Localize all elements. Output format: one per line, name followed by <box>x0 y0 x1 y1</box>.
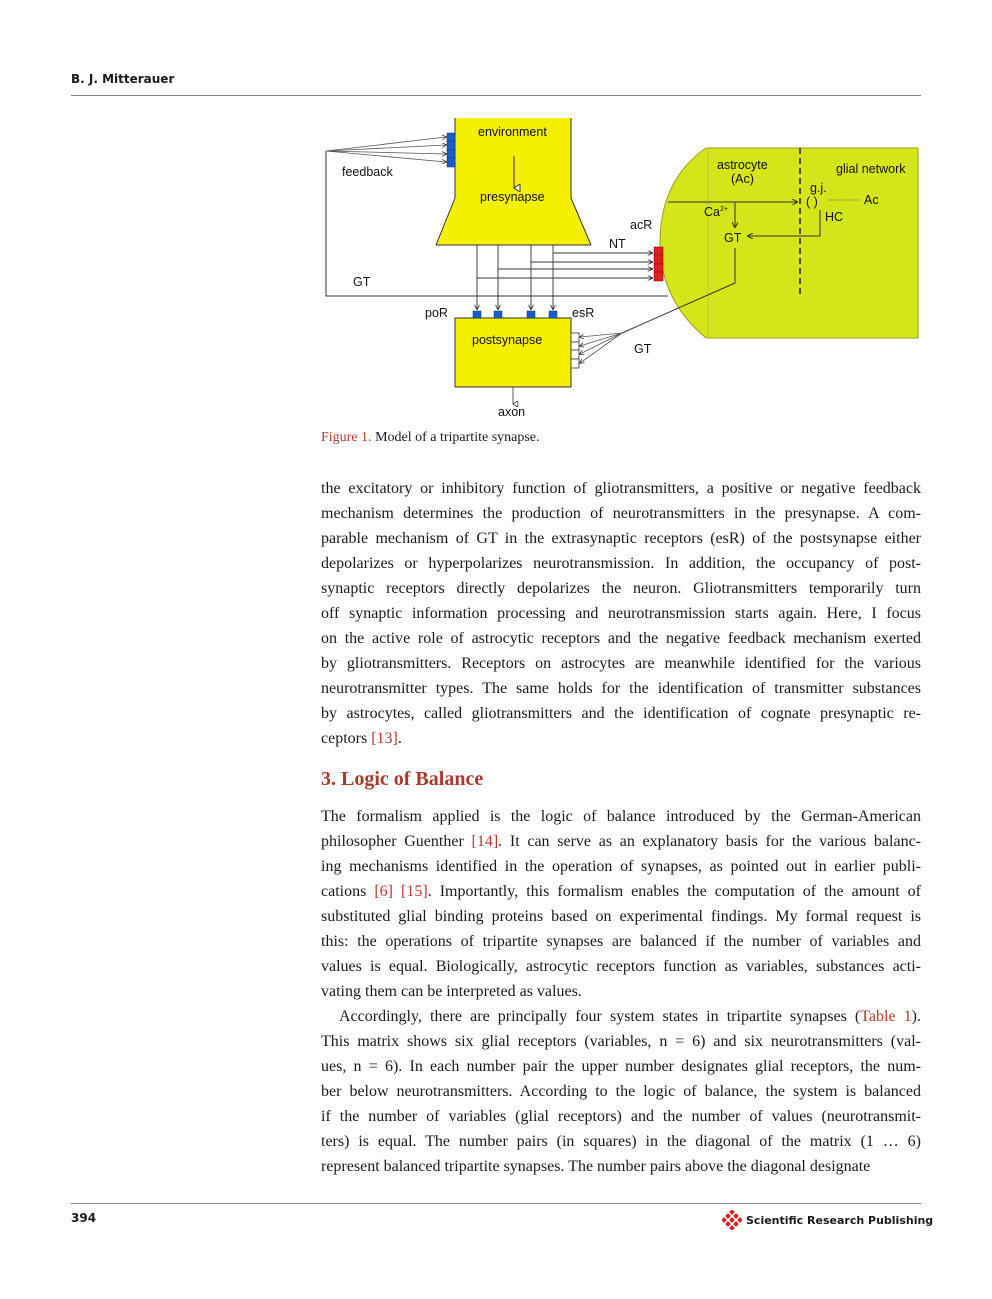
figure-caption-text: Model of a tripartite synapse. <box>371 430 540 445</box>
text-segment: synaptic receptors directly depolarizes the neuron. Gliotransmitters temporarily turn <box>321 580 921 597</box>
text-segment: ceptors <box>321 730 372 747</box>
text-line <box>321 1029 921 1054</box>
text-line <box>321 1004 921 1029</box>
astrocytic-receptors <box>654 247 663 281</box>
label-astrocyte: astrocyte <box>717 158 768 172</box>
text-line <box>321 1129 921 1154</box>
reference-link[interactable]: [15] <box>401 883 428 900</box>
text-line <box>321 954 921 979</box>
text-line <box>321 1154 921 1179</box>
presynaptic-receptors <box>447 133 455 167</box>
running-header-author: B. J. Mitterauer <box>71 72 175 86</box>
label-hc: HC <box>825 210 844 224</box>
section-heading: 3. Logic of Balance <box>321 768 484 790</box>
label-ac-abbrev: (Ac) <box>731 172 754 186</box>
text-line <box>321 701 921 726</box>
text-line <box>321 651 921 676</box>
extrasynaptic-receptors <box>571 333 579 368</box>
label-calcium: $Ca^{2+}$ <box>704 205 728 219</box>
publisher-diamond-icon <box>722 1210 742 1230</box>
text-line <box>321 626 921 651</box>
text-segment: The formalism applied is the logic of balance introduced by the German-American <box>321 808 921 825</box>
text-segment: . <box>397 730 402 747</box>
text-segment <box>393 883 401 900</box>
text-line <box>321 929 921 954</box>
reference-link[interactable]: [13] <box>371 730 398 747</box>
text-line <box>321 726 921 751</box>
label-gt-feedback: GT <box>353 275 371 289</box>
text-line <box>321 601 921 626</box>
paragraph-3 <box>321 1004 921 1179</box>
postsynapse-shape <box>455 318 571 387</box>
label-ac: Ac <box>864 193 879 207</box>
tripartite-synapse-figure <box>0 0 992 440</box>
text-line <box>321 551 921 576</box>
text-segment: ber below neurotransmitters. According to the logic of balance, the system is balanced <box>321 1083 921 1100</box>
text-segment: by gliotransmitters. Receptors on astrocytes are meanwhile identified for the various <box>321 655 921 672</box>
publisher-name: Scientific Research Publishing <box>746 1213 934 1227</box>
publisher-logo <box>722 1210 933 1230</box>
text-segment: ters) is equal. The number pairs (in squares) in the diagonal of the matrix (1 … 6) <box>321 1133 921 1150</box>
label-environment: environment <box>478 125 547 139</box>
text-segment: Accordingly, there are principally four system states in tripartite synapses ( <box>339 1008 861 1025</box>
text-line <box>321 904 921 929</box>
gap-junction-symbol: ( ) <box>806 195 818 209</box>
text-segment: depolarizes or hyperpolarizes neurotransmission. In addition, the occupancy of post- <box>321 555 921 572</box>
text-line <box>321 879 921 904</box>
label-axon: axon <box>498 405 526 419</box>
text-segment: represent balanced tripartite synapses. The number pairs above the diagonal designate <box>321 1158 871 1175</box>
label-acR: acR <box>630 218 653 232</box>
page-number: 394 <box>71 1211 97 1225</box>
text-segment: ing mechanisms identified in the operation of synapses, as pointed out in earlier publi- <box>321 858 921 875</box>
paragraph-1 <box>321 476 921 751</box>
text-line <box>321 854 921 879</box>
label-presynapse: presynapse <box>480 190 545 204</box>
text-segment: mechanism determines the production of neurotransmitters in the presynapse. A com- <box>321 505 921 522</box>
label-poR: poR <box>425 306 448 320</box>
text-line <box>321 576 921 601</box>
text-segment: ues, n = 6). In each number pair the upper number designates glial receptors, the num- <box>321 1058 921 1075</box>
text-segment: if the number of variables (glial receptors) and the number of values (neurotransmit- <box>321 1108 921 1125</box>
postsynaptic-receptors <box>473 311 557 318</box>
text-segment: substituted glial binding proteins based on experimental findings. My formal request is <box>321 908 921 925</box>
text-segment: values is equal. Biologically, astrocytic receptors function as variables, substances acti- <box>321 958 921 975</box>
figure-caption-label[interactable]: Figure 1. <box>321 430 372 445</box>
label-esR: esR <box>572 306 595 320</box>
text-segment: This matrix shows six glial receptors (variables, n = 6) and six neurotransmitters (val- <box>321 1033 921 1050</box>
astrocyte-shape <box>660 148 918 338</box>
reference-link[interactable]: [6] <box>374 883 393 900</box>
text-segment: this: the operations of tripartite synapses are balanced if the number of variables and <box>321 933 921 950</box>
label-postsynapse: postsynapse <box>472 333 543 347</box>
text-line <box>321 829 921 854</box>
reference-link[interactable]: Table 1 <box>860 1008 912 1025</box>
text-segment: by astrocytes, called gliotransmitters and the identification of cognate presynaptic re- <box>321 705 921 722</box>
text-line <box>321 476 921 501</box>
text-line <box>321 501 921 526</box>
label-glial-network: glial network <box>836 162 906 176</box>
text-line <box>321 676 921 701</box>
paragraph-2 <box>321 804 921 1004</box>
label-gt-astrocyte: GT <box>724 231 742 245</box>
text-segment: ). <box>911 1008 921 1025</box>
footer-rule <box>71 1203 921 1204</box>
text-segment: off synaptic information processing and neurotransmission starts again. Here, I focus <box>321 605 921 622</box>
label-gt-post: GT <box>634 342 652 356</box>
text-segment: . Importantly, this formalism enables the computation of the amount of <box>427 883 921 900</box>
text-segment: . It can serve as an explanatory basis for the various balanc- <box>498 833 922 850</box>
label-nt: NT <box>609 237 626 251</box>
text-segment: on the active role of astrocytic receptors and the negative feedback mechanism exerted <box>321 630 921 647</box>
text-segment: cations <box>321 883 375 900</box>
text-segment: philosopher Guenther <box>321 833 472 850</box>
text-line <box>321 1054 921 1079</box>
text-line <box>321 804 921 829</box>
text-segment: neurotransmitter types. The same holds for the identification of transmitter substances <box>321 680 921 697</box>
figure-caption <box>321 430 540 446</box>
text-segment: parable mechanism of GT in the extrasynaptic receptors (esR) of the postsynapse either <box>321 530 921 547</box>
label-gap-junction: g.j. <box>810 181 827 195</box>
text-segment: the excitatory or inhibitory function of gliotransmitters, a positive or negative feedback <box>321 480 921 497</box>
text-line <box>321 526 921 551</box>
text-segment: vating them can be interpreted as values. <box>321 983 582 1000</box>
text-line <box>321 1104 921 1129</box>
text-line <box>321 1079 921 1104</box>
label-feedback: feedback <box>342 165 393 179</box>
text-line <box>321 979 921 1004</box>
reference-link[interactable]: [14] <box>471 833 499 850</box>
